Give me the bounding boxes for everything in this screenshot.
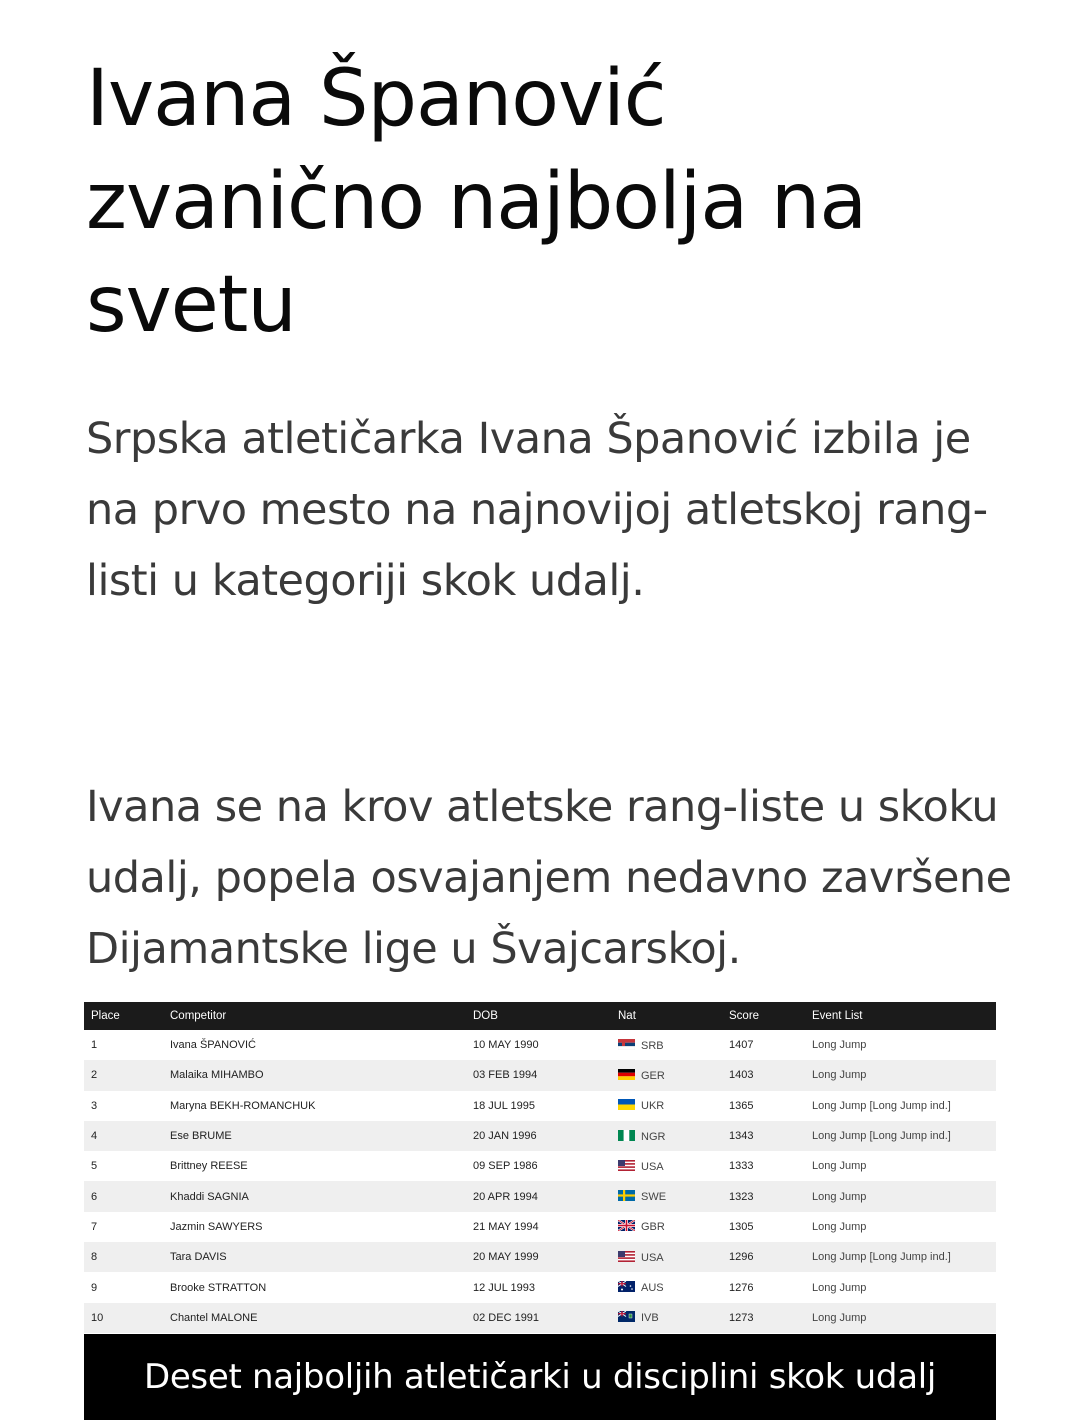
ranking-row bbox=[84, 1212, 996, 1242]
score-cell: 1365 bbox=[729, 1099, 754, 1112]
nat-code: USA bbox=[641, 1251, 664, 1264]
flag-gbr-icon bbox=[618, 1220, 635, 1231]
flag-swe-icon bbox=[618, 1190, 635, 1201]
article-paragraph-2: Ivana se na krov atletske rang-liste u skoku udalj, popela osvajanjem nedavno završene Dijamantske lige u Švajcarskoj. bbox=[86, 782, 1012, 974]
ranking-row bbox=[84, 1303, 996, 1333]
event-list-cell: Long Jump [Long Jump ind.] bbox=[812, 1099, 951, 1112]
score-cell: 1333 bbox=[729, 1160, 754, 1173]
nat-cell bbox=[611, 1242, 722, 1272]
nat-cell bbox=[611, 1181, 722, 1211]
header-score: Score bbox=[729, 1010, 760, 1022]
event-list-cell: Long Jump bbox=[812, 1069, 867, 1082]
nat-code: USA bbox=[641, 1160, 664, 1173]
ranking-row bbox=[84, 1030, 996, 1060]
nat-code: UKR bbox=[641, 1100, 665, 1113]
header-event-list: Event List bbox=[812, 1010, 863, 1022]
dob-cell: 20 JAN 1996 bbox=[473, 1130, 537, 1143]
place-cell: 4 bbox=[91, 1130, 98, 1143]
dob-cell: 03 FEB 1994 bbox=[473, 1069, 538, 1082]
event-list-cell: Long Jump bbox=[812, 1190, 867, 1203]
ranking-row bbox=[84, 1242, 996, 1272]
event-list-cell: Long Jump bbox=[812, 1281, 867, 1294]
competitor-cell: Malaika MIHAMBO bbox=[170, 1069, 264, 1082]
score-cell: 1276 bbox=[729, 1281, 754, 1294]
place-cell: 1 bbox=[91, 1039, 98, 1052]
competitor-cell: Chantel MALONE bbox=[170, 1311, 258, 1324]
flag-ngr-icon bbox=[618, 1130, 635, 1141]
dob-cell: 18 JUL 1995 bbox=[473, 1099, 535, 1112]
event-list-cell: Long Jump bbox=[812, 1160, 867, 1173]
score-cell: 1323 bbox=[729, 1190, 754, 1203]
score-cell: 1273 bbox=[729, 1311, 754, 1324]
nat-cell bbox=[611, 1212, 722, 1242]
competitor-cell: Tara DAVIS bbox=[170, 1251, 227, 1264]
header-place: Place bbox=[91, 1010, 120, 1022]
nat-cell bbox=[611, 1030, 722, 1060]
competitor-cell: Ivana ŠPANOVIĆ bbox=[170, 1039, 256, 1052]
competitor-cell: Ese BRUME bbox=[170, 1130, 232, 1143]
score-cell: 1305 bbox=[729, 1220, 754, 1233]
flag-aus-icon bbox=[618, 1281, 635, 1292]
article-title: Ivana Španović zvanično najbolja na svetu bbox=[86, 54, 867, 350]
competitor-cell: Khaddi SAGNIA bbox=[170, 1190, 249, 1203]
header-competitor: Competitor bbox=[170, 1010, 227, 1022]
dob-cell: 20 APR 1994 bbox=[473, 1190, 538, 1203]
competitor-cell: Maryna BEKH-ROMANCHUK bbox=[170, 1099, 316, 1112]
ranking-table bbox=[84, 1002, 996, 1333]
ranking-row bbox=[84, 1181, 996, 1211]
nat-code: AUS bbox=[641, 1282, 664, 1295]
ranking-row bbox=[84, 1091, 996, 1121]
flag-ukr-icon bbox=[618, 1099, 635, 1110]
nat-code: IVB bbox=[641, 1312, 659, 1325]
place-cell: 7 bbox=[91, 1220, 98, 1233]
dob-cell: 21 MAY 1994 bbox=[473, 1220, 539, 1233]
nat-code: GER bbox=[641, 1069, 665, 1082]
article-paragraph-1: Srpska atletičarka Ivana Španović izbila je na prvo mesto na najnovijoj atletskoj rang-listi u kategoriji skok udalj. bbox=[86, 414, 988, 606]
event-list-cell: Long Jump bbox=[812, 1311, 867, 1324]
place-cell: 10 bbox=[91, 1311, 104, 1324]
dob-cell: 20 MAY 1999 bbox=[473, 1251, 539, 1264]
image-caption: Deset najboljih atletičarki u disciplini skok udalj bbox=[84, 1334, 996, 1420]
score-cell: 1296 bbox=[729, 1251, 754, 1264]
dob-cell: 10 MAY 1990 bbox=[473, 1039, 539, 1052]
nat-cell bbox=[611, 1091, 722, 1121]
ranking-row bbox=[84, 1272, 996, 1302]
flag-usa-icon bbox=[618, 1251, 635, 1262]
ranking-image bbox=[84, 1002, 996, 1333]
score-cell: 1403 bbox=[729, 1069, 754, 1082]
ranking-row bbox=[84, 1060, 996, 1090]
place-cell: 6 bbox=[91, 1190, 98, 1203]
competitor-cell: Jazmin SAWYERS bbox=[170, 1220, 263, 1233]
place-cell: 9 bbox=[91, 1281, 98, 1294]
dob-cell: 02 DEC 1991 bbox=[473, 1311, 540, 1324]
header-dob: DOB bbox=[473, 1010, 498, 1022]
event-list-cell: Long Jump bbox=[812, 1039, 867, 1052]
header-nat: Nat bbox=[618, 1010, 636, 1022]
competitor-cell: Brooke STRATTON bbox=[170, 1281, 267, 1294]
event-list-cell: Long Jump bbox=[812, 1220, 867, 1233]
nat-code: GBR bbox=[641, 1221, 665, 1234]
flag-usa-icon bbox=[618, 1160, 635, 1171]
event-list-cell: Long Jump [Long Jump ind.] bbox=[812, 1251, 951, 1264]
score-cell: 1343 bbox=[729, 1130, 754, 1143]
nat-cell bbox=[611, 1121, 722, 1151]
nat-cell bbox=[611, 1272, 722, 1302]
competitor-cell: Brittney REESE bbox=[170, 1160, 248, 1173]
nat-code: SWE bbox=[641, 1191, 667, 1204]
nat-code: SRB bbox=[641, 1039, 664, 1052]
nat-cell bbox=[611, 1151, 722, 1181]
flag-srb-icon bbox=[618, 1039, 635, 1050]
place-cell: 8 bbox=[91, 1251, 98, 1264]
dob-cell: 09 SEP 1986 bbox=[473, 1160, 538, 1173]
flag-ivb-icon bbox=[618, 1311, 635, 1322]
ranking-row bbox=[84, 1121, 996, 1151]
dob-cell: 12 JUL 1993 bbox=[473, 1281, 535, 1294]
score-cell: 1407 bbox=[729, 1039, 754, 1052]
place-cell: 3 bbox=[91, 1099, 98, 1112]
nat-code: NGR bbox=[641, 1130, 666, 1143]
nat-cell bbox=[611, 1060, 722, 1090]
place-cell: 2 bbox=[91, 1069, 98, 1082]
place-cell: 5 bbox=[91, 1160, 98, 1173]
ranking-row bbox=[84, 1151, 996, 1181]
event-list-cell: Long Jump [Long Jump ind.] bbox=[812, 1130, 951, 1143]
nat-cell bbox=[611, 1303, 722, 1333]
flag-ger-icon bbox=[618, 1069, 635, 1080]
ranking-header-row bbox=[84, 1002, 996, 1030]
